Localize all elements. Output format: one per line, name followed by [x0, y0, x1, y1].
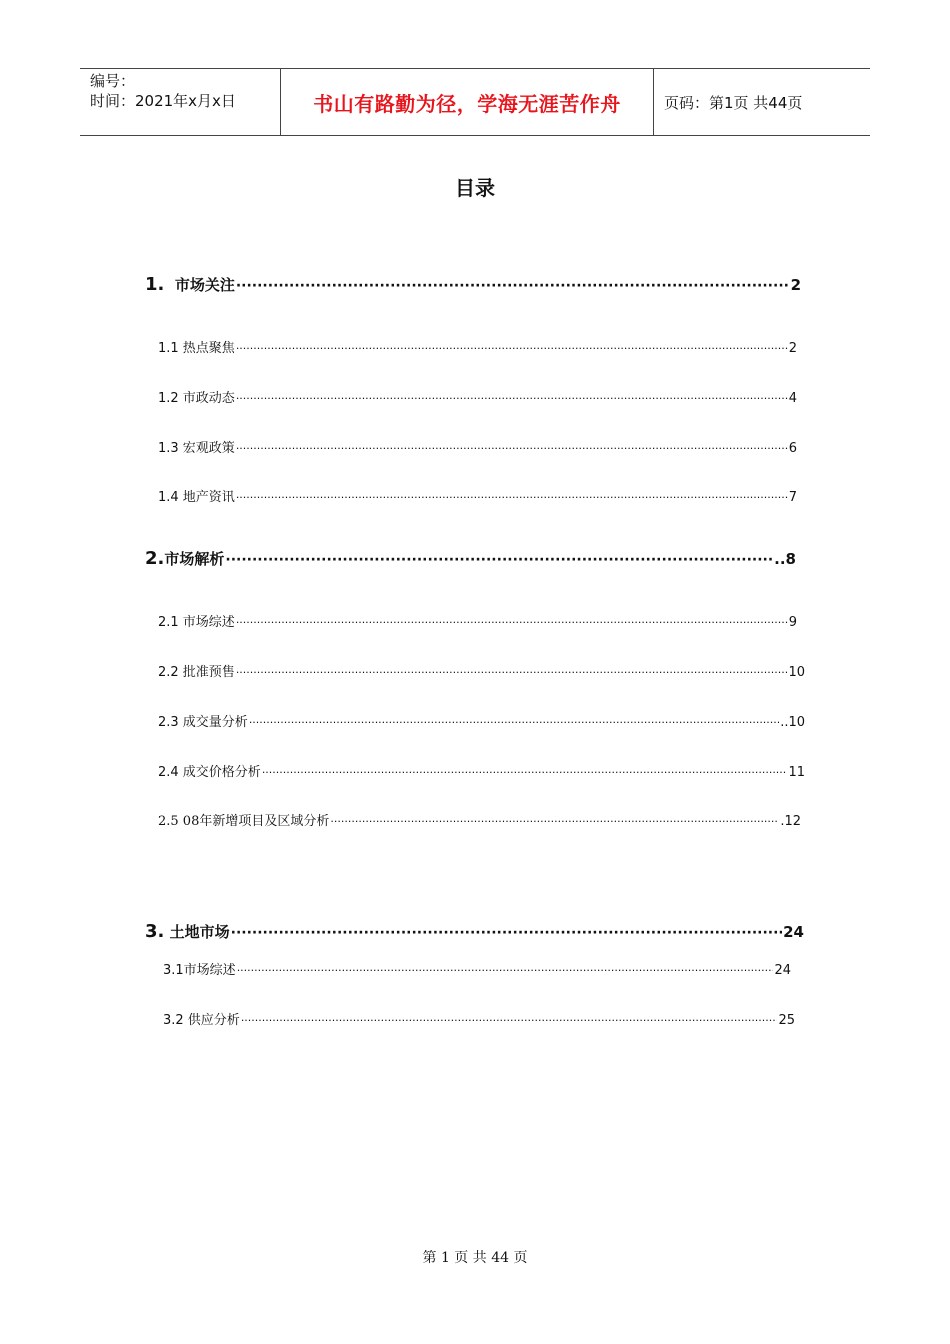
header-motto: 书山有路勤为径，学海无涯苦作舟 — [281, 69, 654, 135]
toc-label: 2.4 成交价格分析 — [158, 765, 261, 780]
toc-page: .12 — [780, 814, 801, 829]
toc-number: 2. — [145, 548, 165, 569]
toc-page: 6 — [788, 441, 797, 456]
toc-entry-2-4[interactable] — [158, 761, 805, 780]
toc-entry-1-3[interactable] — [158, 437, 797, 456]
time-label: 时间：2021年x月x日 — [90, 92, 236, 110]
toc-page: 10 — [788, 665, 805, 680]
toc-page: 7 — [788, 490, 797, 505]
toc-label: 2.1 市场综述 — [158, 615, 235, 630]
toc-entry-section-3[interactable] — [145, 921, 804, 942]
toc-leader — [241, 1013, 778, 1028]
toc-label: 3.2 供应分析 — [163, 1013, 240, 1028]
toc-entry-1-4[interactable] — [158, 486, 797, 505]
toc-number: 1. — [145, 274, 165, 295]
toc-label: 2.5 08年新增项目及区域分析 — [158, 814, 330, 829]
toc-leader — [236, 490, 788, 505]
toc-label: 2.3 成交量分析 — [158, 715, 248, 730]
toc-leader — [236, 341, 788, 356]
toc-leader — [231, 923, 783, 941]
page-footer: 第 1 页 共 44 页 — [422, 1250, 528, 1266]
toc-entry-section-1[interactable] — [145, 274, 801, 295]
toc-label: 土地市场 — [169, 923, 230, 941]
toc-label: 1.4 地产资讯 — [158, 490, 235, 505]
toc-label: 1.1 热点聚焦 — [158, 341, 235, 356]
toc-leader — [330, 814, 779, 829]
toc-page: ..10 — [780, 715, 805, 730]
toc-label: 3.1市场综述 — [163, 963, 236, 978]
toc-entry-3-1[interactable] — [163, 959, 791, 978]
toc-entry-2-2[interactable] — [158, 661, 805, 680]
toc-page: 4 — [788, 391, 797, 406]
toc-page: ..8 — [774, 550, 796, 568]
toc-label: 市场解析 — [164, 550, 225, 568]
toc-label: 市场关注 — [174, 276, 235, 294]
toc-page: 9 — [788, 615, 797, 630]
toc-entry-1-1[interactable] — [158, 337, 797, 356]
page-header — [80, 68, 870, 136]
toc-leader — [236, 615, 788, 630]
toc-leader — [237, 963, 774, 978]
toc-entry-2-3[interactable] — [158, 711, 805, 730]
toc-leader — [236, 441, 788, 456]
header-page-code: 页码：第1页 共44页 — [664, 93, 803, 112]
toc-entry-1-2[interactable] — [158, 387, 797, 406]
toc-entry-section-2[interactable] — [145, 548, 796, 569]
toc-page: 2 — [790, 276, 801, 294]
toc-page: 24 — [783, 923, 804, 941]
toc-page: 24 — [774, 963, 791, 978]
page-title: 目录 — [455, 176, 495, 200]
toc-page: 2 — [788, 341, 797, 356]
toc-entry-2-1[interactable] — [158, 611, 797, 630]
toc-label: 1.3 宏观政策 — [158, 441, 235, 456]
number-label: 编号： — [90, 72, 136, 90]
toc-page: 11 — [788, 765, 805, 780]
toc-number: 3. — [145, 921, 165, 942]
header-meta — [80, 69, 281, 135]
toc-page: 25 — [778, 1013, 795, 1028]
toc-leader — [262, 765, 788, 780]
toc-leader — [236, 276, 790, 294]
toc-leader — [225, 550, 773, 568]
toc-leader — [249, 715, 779, 730]
toc-leader — [236, 391, 788, 406]
toc-entry-3-2[interactable] — [163, 1009, 795, 1028]
toc-leader — [236, 665, 788, 680]
toc-entry-2-5[interactable] — [158, 810, 801, 829]
toc-label: 2.2 批准预售 — [158, 665, 235, 680]
toc-label: 1.2 市政动态 — [158, 391, 235, 406]
